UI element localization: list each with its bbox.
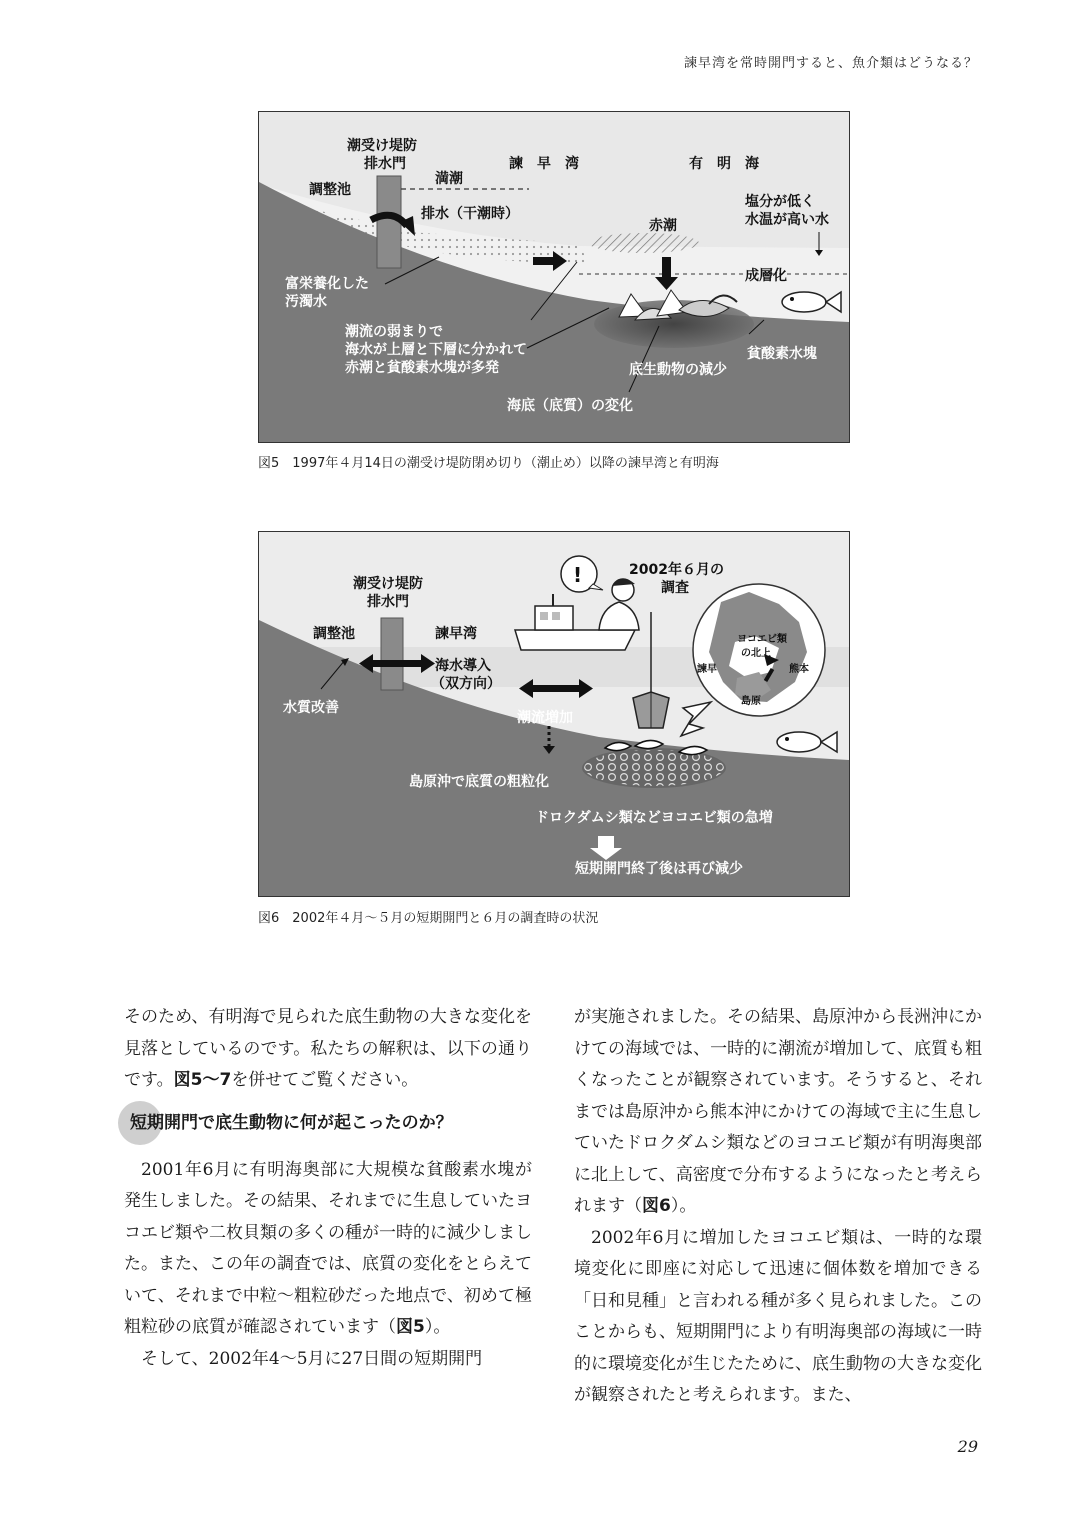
paragraph: が実施されました。その結果、島原沖から長洲沖にかけての海域では、一時的に潮流が増加して、底質も粗くなったことが観察されています。そうすると、それまでは島原沖から熊本沖にかけての海域で主に生息していたドロクダムシ類などのヨコエビ類が有明海奥部に北上して、高密度で分布するようになったと考えられます（図6）。: [574, 1007, 982, 1216]
section-heading: 短期開門で底生動物に何が起こったのか？: [118, 1103, 532, 1145]
fig6-survey1-label: 2002年６月の: [629, 562, 724, 578]
body-column-right: [574, 1002, 982, 1412]
fig6-gate-label: 潮受け堤防: [353, 576, 423, 592]
body-column-left: [124, 1002, 532, 1375]
fig5-hypoxic-label: 貧酸素水塊: [747, 346, 817, 362]
fig5-redtide-label: 赤潮: [649, 218, 677, 234]
fig5-salinity2-label: 水温が高い水: [745, 212, 829, 228]
paragraph: そして、2002年4～5月に27日間の短期開門: [141, 1348, 483, 1369]
fig5-salinity1-label: 塩分が低く: [745, 194, 815, 210]
fig5-eutrophic2-label: 汚濁水: [285, 294, 327, 310]
figure-6-caption: 図6 2002年４月～５月の短期開門と６月の調査時の状況: [258, 911, 599, 926]
figure-5-caption: 図5 1997年４月14日の潮受け堤防閉め切り（潮止め）以降の諫早湾と有明海: [258, 456, 719, 471]
fig6-map-kumamoto: 熊本: [789, 664, 809, 675]
fig5-weak2-label: 海水が上層と下層に分かれて: [345, 342, 527, 358]
fig6-map-isahaya: 諫早: [697, 664, 717, 675]
fig5-drainage-label: 排水（干潮時）: [421, 206, 519, 222]
fig6-intake2-label: （双方向）: [431, 676, 501, 692]
fig6-survey2-label: 調査: [661, 580, 689, 596]
fig5-seabed-label: 海底（底質）の変化: [507, 398, 633, 414]
fig6-reservoir-label: 調整池: [313, 626, 355, 642]
paragraph: 2002年6月に増加したヨコエビ類は、一時的な環境変化に即座に対応して迅速に個体数を増加できる「日和見種」と言われる種が多く見られました。このことからも、短期開門により有明海奥部の海域に一時的に環境変化が生じたために、底生動物の大きな変化が観察されたと考えられます。また、: [574, 1227, 982, 1405]
fig5-reservoir-label: 調整池: [309, 182, 351, 198]
fig6-map-note2: の北上: [741, 648, 771, 659]
fig6-isahaya-label: 諫早湾: [435, 626, 477, 642]
fig5-gate2-label: 排水門: [364, 156, 406, 172]
figure-reference: 図6: [642, 1196, 671, 1216]
fig5-ariake-label: 有 明 海: [689, 156, 759, 172]
running-header: 諫早湾を常時開門すると、魚介類はどうなる？: [683, 56, 978, 71]
fig6-decline-label: 短期開門終了後は再び減少: [575, 861, 743, 877]
fig5-stratification-label: 成層化: [745, 268, 787, 284]
fig6-map-shimabara: 島原: [741, 696, 761, 707]
fig5-weak1-label: 潮流の弱まりで: [345, 324, 443, 340]
fig6-surge-label: ドロクダムシ類などヨコエビ類の急増: [535, 810, 773, 826]
fig6-current-label: 潮流増加: [517, 710, 573, 726]
figure-5-diagram: [259, 112, 849, 442]
figure-6-diagram: [259, 532, 849, 896]
fig6-intake1-label: 海水導入: [435, 658, 491, 674]
page-number: 29: [957, 1437, 978, 1456]
figure-5: [258, 111, 850, 443]
fig6-map-note1: ヨコエビ類: [737, 634, 787, 645]
fig5-weak3-label: 赤潮と貧酸素水塊が多発: [345, 360, 499, 376]
fig6-coarsening-label: 島原沖で底質の粗粒化: [409, 774, 549, 790]
fig6-water-quality-label: 水質改善: [283, 700, 339, 716]
fig5-isahaya-label: 諫 早 湾: [509, 156, 579, 172]
figure-6: [258, 531, 850, 897]
figure-reference: 図5～7: [173, 1070, 232, 1090]
fig5-gate-label: 潮受け堤防: [347, 138, 417, 154]
fig6-gate2-label: 排水門: [367, 594, 409, 610]
fig5-eutrophic1-label: 富栄養化した: [285, 276, 369, 292]
fig5-hightide-label: 満潮: [435, 171, 463, 187]
paragraph: 2001年6月に有明海奥部に大規模な貧酸素水塊が発生しました。その結果、それまでに生息していたヨコエビ類や二枚貝類の多くの種が一時的に減少しました。また、この年の調査では、底質の変化をとらえていて、それまで中粒～粗粒砂だった地点で、初めて極粗粒砂の底質が確認されています（図5）。: [124, 1159, 532, 1337]
figure-reference: 図5: [396, 1317, 425, 1337]
fig5-benthos-label: 底生動物の減少: [629, 362, 727, 378]
paragraph: そのため、有明海で見られた底生動物の大きな変化を見落としているのです。私たちの解釈は、以下の通りです。図5～7を併せてご覧ください。: [124, 1007, 532, 1090]
fig6-exclaim: !: [573, 563, 583, 587]
